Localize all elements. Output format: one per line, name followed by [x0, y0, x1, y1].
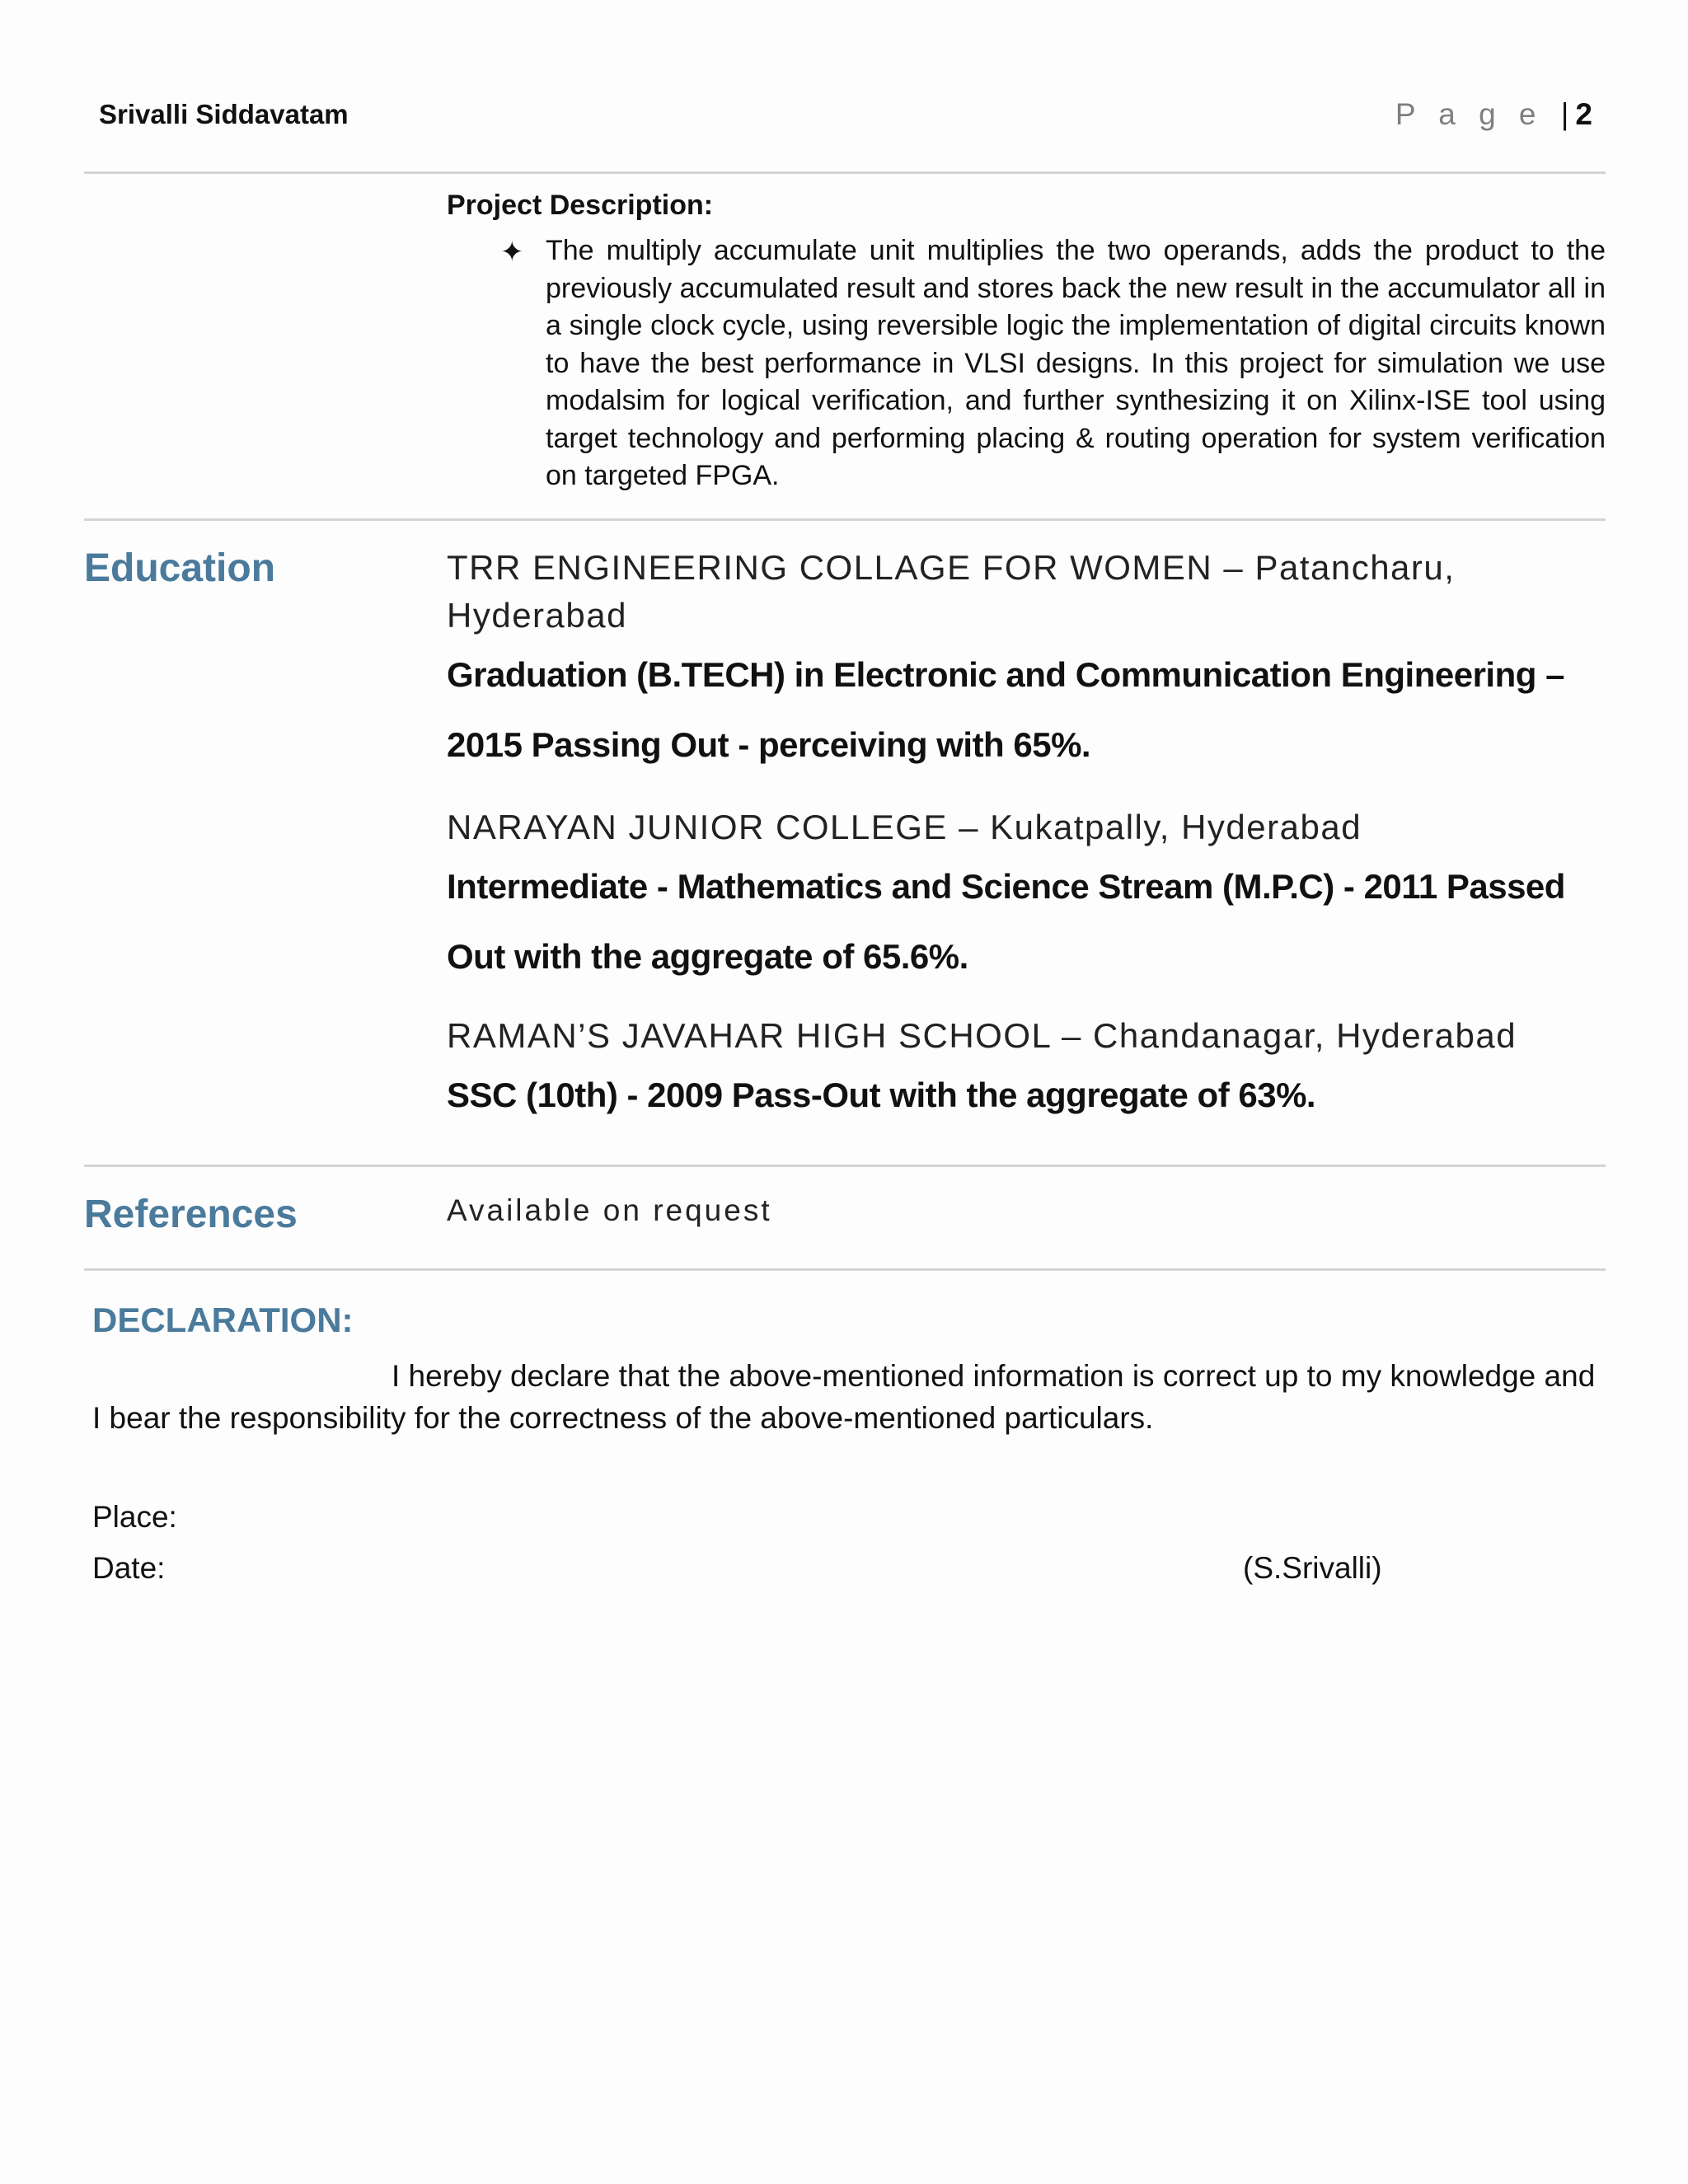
- page-word: P a g e: [1395, 97, 1544, 131]
- section-divider: [84, 518, 1606, 521]
- page-separator: |: [1560, 97, 1569, 131]
- references-text: Available on request: [447, 1193, 772, 1227]
- signature: (S.Srivalli): [1243, 1551, 1382, 1585]
- declaration-text: I hereby declare that the above-mentioned information is correct up to my knowledge and I bear the responsibility for the correctness of the above-mentioned particulars.: [92, 1359, 1596, 1435]
- project-description-label: Project Description:: [447, 190, 714, 221]
- place-label: Place:: [92, 1500, 177, 1534]
- education-detail: Graduation (B.TECH) in Electronic and Communication Engineering – 2015 Passing Out - perceiving with 65%.: [447, 655, 1564, 764]
- education-heading: Education: [84, 546, 276, 590]
- page-number: 2: [1575, 97, 1592, 131]
- education-detail: Intermediate - Mathematics and Science Stream (M.P.C) - 2011 Passed Out with the aggregate of 65.6%.: [447, 867, 1565, 976]
- declaration-heading: DECLARATION:: [92, 1301, 354, 1339]
- header-name: Srivalli Siddavatam: [99, 99, 349, 129]
- bullet-star-icon: ✦: [500, 237, 524, 268]
- education-institution: RAMAN’S JAVAHAR HIGH SCHOOL – Chandanagar, Hyderabad: [447, 1016, 1517, 1055]
- date-label: Date:: [92, 1551, 166, 1585]
- section-divider: [84, 1165, 1606, 1167]
- page-number-label: [1395, 97, 1592, 132]
- education-detail: SSC (10th) - 2009 Pass-Out with the aggregate of 63%.: [447, 1076, 1316, 1114]
- project-description-text: The multiply accumulate unit multiplies the two operands, adds the product to the previously accumulated result and stores back the new result in the accumulator all in a single clock cycle, using reversible logic the implementation of digital circuits known to have the best performance in VLSI designs. In this project for simulation we use modalsim for logical verification, and further synthesizing it on Xilinx-ISE tool using target technology and performing placing & routing operation for system verification on targeted FPGA.: [546, 235, 1606, 491]
- references-heading: References: [84, 1193, 298, 1236]
- section-divider: [84, 1268, 1606, 1271]
- education-institution: TRR ENGINEERING COLLAGE FOR WOMEN – Patancharu, Hyderabad: [447, 548, 1456, 635]
- header-divider: [84, 171, 1606, 174]
- education-institution: NARAYAN JUNIOR COLLEGE – Kukatpally, Hyderabad: [447, 808, 1362, 846]
